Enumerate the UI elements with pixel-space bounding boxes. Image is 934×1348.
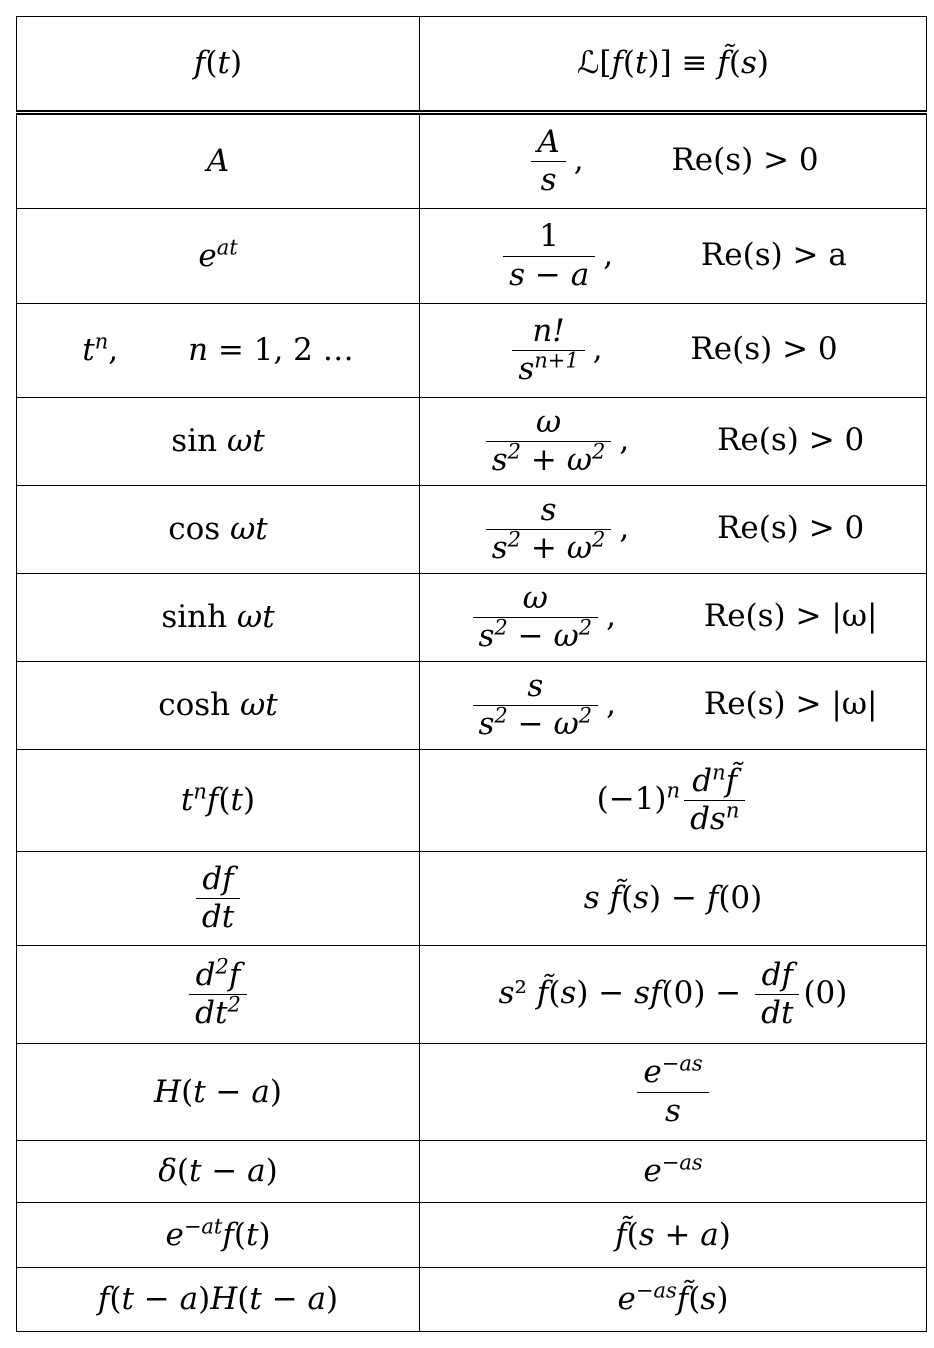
condition-text: Re(s) > a — [700, 236, 847, 273]
header-transform-cell: ℒ[f(t)] ≡ f̃(s) — [420, 17, 927, 113]
condition-text: Re(s) > 0 — [690, 331, 838, 367]
transform-cell: s f̃(s) − f(0) — [420, 852, 927, 946]
transform-cell: $\frac{\omega}{s^2 - \omega^2}$ , Re(s) > |ω| — [420, 574, 927, 662]
table-row — [17, 209, 927, 304]
transform-fraction: $\frac{\omega}{s^2 - \omega^2}$ — [473, 580, 599, 655]
transform-cell: $\frac{n!}{s^{n+1}}$ , Re(s) > 0 — [420, 304, 927, 398]
transform-cell: $e^{-as}f̃(s)$ — [420, 1268, 927, 1332]
transform-cell: $\frac{s}{s^2 + \omega^2}$ , Re(s) > 0 — [420, 486, 927, 574]
transform-fraction: $\frac{1}{s - a}$ — [503, 218, 595, 293]
transform-cell: $(-1)^n$ $\frac{d^nf̃}{ds^n}$ — [420, 750, 927, 852]
function-cell: H(t − a) — [17, 1044, 420, 1141]
table-row — [17, 486, 927, 574]
transform-fraction: $\frac{n!}{s^{n+1}}$ — [512, 313, 584, 388]
table-row — [17, 398, 927, 486]
table-header-row — [17, 17, 927, 113]
table-row — [17, 662, 927, 750]
table-row — [17, 750, 927, 852]
function-cell: δ(t − a) — [17, 1141, 420, 1203]
function-cell: sin ωt — [17, 398, 420, 486]
table-row — [17, 304, 927, 398]
table-row — [17, 1141, 927, 1203]
function-cell: $\frac{d^2f}{dt^2}$ — [17, 946, 420, 1044]
transform-cell: $e^{-as}$ — [420, 1141, 927, 1203]
table-row — [17, 574, 927, 662]
transform-fraction: $\frac{s}{s^2 - \omega^2}$ — [473, 668, 599, 743]
function-cell: $t^nf(t)$ — [17, 750, 420, 852]
transform-cell: $\frac{\omega}{s^2 + \omega^2}$ , Re(s) > 0 — [420, 398, 927, 486]
transform-fraction: $\frac{s}{s^2 + \omega^2}$ — [486, 492, 612, 567]
function-cell: f(t − a)H(t − a) — [17, 1268, 420, 1332]
transform-cell: f̃(s + a) — [420, 1203, 927, 1268]
function-cell: $e^{at}$ — [17, 209, 420, 304]
condition-text: Re(s) > 0 — [671, 142, 819, 178]
table-row — [17, 1203, 927, 1268]
condition-text: Re(s) > 0 — [717, 422, 865, 458]
function-cell: $\frac{df}{dt}$ — [17, 852, 420, 946]
transform-cell: $\frac{s}{s^2 - \omega^2}$ , Re(s) > |ω| — [420, 662, 927, 750]
function-cell: cos ωt — [17, 486, 420, 574]
table-row — [17, 946, 927, 1044]
condition-text: Re(s) > |ω| — [703, 598, 878, 634]
transform-cell: $\frac{1}{s - a}$ , Re(s) > a — [420, 209, 927, 304]
function-cell: $t^n$, n = 1, 2 … — [17, 304, 420, 398]
transform-fraction: $\frac{A}{s}$ — [531, 124, 565, 199]
condition-text: Re(s) > 0 — [717, 510, 865, 546]
transform-fraction: $\frac{\omega}{s^2 + \omega^2}$ — [486, 404, 612, 479]
header-function-cell: f(t) — [17, 17, 420, 113]
function-cell: A — [17, 113, 420, 209]
table-row — [17, 1268, 927, 1332]
transform-cell: $\frac{A}{s}$ , Re(s) > 0 — [420, 113, 927, 209]
laplace-transform-table — [16, 16, 927, 1332]
table-row — [17, 113, 927, 209]
function-cell: cosh ωt — [17, 662, 420, 750]
table-row — [17, 852, 927, 946]
transform-cell: s² f̃(s) − sf(0) − $\frac{df}{dt}$ (0) — [420, 946, 927, 1044]
function-cell: sinh ωt — [17, 574, 420, 662]
function-cell: $e^{-at}f(t)$ — [17, 1203, 420, 1268]
table-row — [17, 1044, 927, 1141]
transform-cell: $\frac{e^{-as}}{s}$ — [420, 1044, 927, 1141]
condition-text: Re(s) > |ω| — [703, 686, 878, 722]
